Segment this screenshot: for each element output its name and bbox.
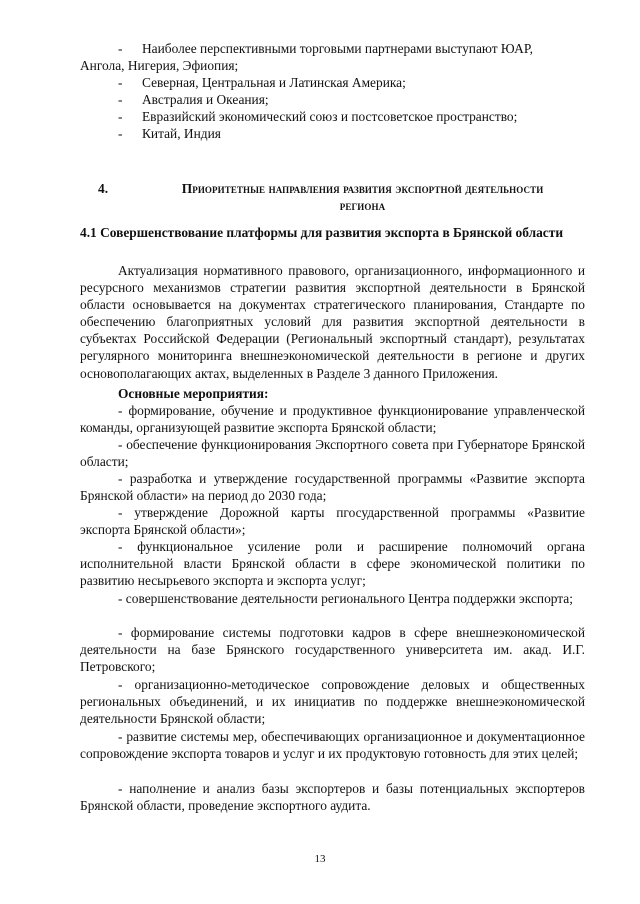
measures-label: Основные мероприятия: xyxy=(118,386,269,401)
list-item xyxy=(118,108,585,125)
list-item-continuation: Ангола, Нигерия, Эфиопия; xyxy=(80,58,239,73)
list-dash: - xyxy=(118,92,123,107)
section-title-line2: региона xyxy=(339,198,386,214)
list-item-text: Евразийский экономический союз и постсоветское пространство; xyxy=(142,109,518,124)
measure-item: - обеспечение функционирования Экспортного совета при Губернаторе Брянской области; xyxy=(80,437,585,470)
body-paragraph: Актуализация нормативного правового, организационного, информационного и ресурсного механизмов стратегии развития экспортной деятельности в Брянской области основывается на документах стратегического планирования, Стандарте по обеспечению благоприятных условий для развития экспортной деятельности в субъектах Российской Федерации (Региональный экспортный стандарт), результатах регулярного мониторинга внешнеэкономической деятельности в регионе и других основополагающих актах, выделенных в Разделе 3 данного Приложения. xyxy=(80,263,585,381)
section-number: 4. xyxy=(98,181,109,196)
list-dash: - xyxy=(118,75,123,90)
page-number: 13 xyxy=(314,853,326,865)
measure-item: - развитие системы мер, обеспечивающих организационное и документационное сопровождение экспорта товаров и услуг и их продуктовую готовность для этих целей; xyxy=(80,729,585,762)
subsection-title: 4.1 Совершенствование платформы для развития экспорта в Брянской области xyxy=(80,225,564,240)
list-item xyxy=(118,125,585,142)
list-item-text: Наиболее перспективными торговыми партнерами выступают ЮАР, xyxy=(142,41,533,56)
measure-item: - функциональное усиление роли и расширение полномочий органа исполнительной власти Брянской области в сфере экономической политики по развитию несырьевого экспорта и экспорта услуг; xyxy=(80,539,585,589)
list-item-text: Австралия и Океания; xyxy=(142,92,269,107)
measure-item: - утверждение Дорожной карты пгосударственной программы «Развитие экспорта Брянской области»; xyxy=(80,505,585,538)
list-dash: - xyxy=(118,126,123,141)
measure-item: - формирование системы подготовки кадров в сфере внешнеэкономической деятельности на базе Брянского государственного университета им. акад. И.Г. Петровского; xyxy=(80,625,585,675)
measure-item: - организационно-методическое сопровождение деловых и общественных региональных объединений, и их инициатив по поддержке внешнеэкономической деятельности Брянской области; xyxy=(80,677,585,727)
section-title-line1: Приоритетные направления развития экспортной деятельности xyxy=(181,181,544,196)
list-item xyxy=(118,40,585,57)
measure-item: - совершенствование деятельности регионального Центра поддержки экспорта; xyxy=(118,591,573,606)
list-item-text: Китай, Индия xyxy=(142,126,221,141)
measure-item: - наполнение и анализ базы экспортеров и базы потенциальных экспортеров Брянской области, проведение экспортного аудита. xyxy=(80,781,585,814)
list-item xyxy=(118,91,585,108)
measure-item: - разработка и утверждение государственной программы «Развитие экспорта Брянской области» на период до 2030 года; xyxy=(80,471,585,504)
section-heading xyxy=(80,180,585,214)
list-dash: - xyxy=(118,41,123,56)
list-item xyxy=(118,74,585,91)
measure-item: - формирование, обучение и продуктивное функционирование управленческой команды, организующей развитие экспорта Брянской области; xyxy=(80,403,585,436)
list-dash: - xyxy=(118,109,123,124)
list-item-text: Северная, Центральная и Латинская Америка; xyxy=(142,75,406,90)
